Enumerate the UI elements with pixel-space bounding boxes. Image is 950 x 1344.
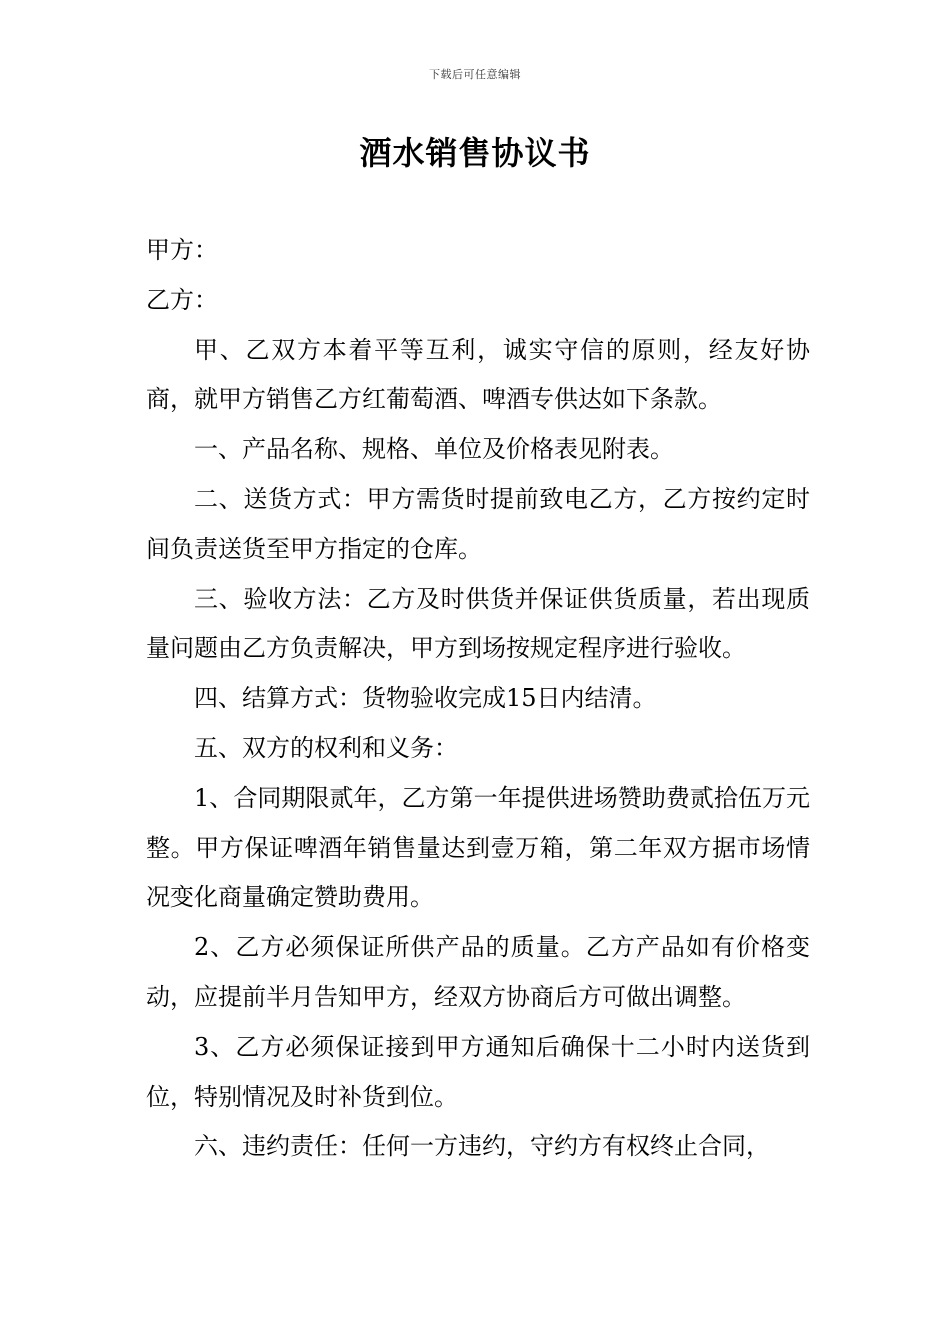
header-note: 下载后可任意编辑 [429,68,521,81]
clause-5-item-1: 1、合同期限贰年，乙方第一年提供进场赞助费贰拾伍万元整。甲方保证啤酒年销售量达到壹万箱，第二年双方据市场情况变化商量确定赞助费用。 [146,783,810,912]
clause-5-item-3: 3、乙方必须保证接到甲方通知后确保十二小时内送货到位，特别情况及时补货到位。 [146,1032,810,1111]
document-title: 酒水销售协议书 [359,134,591,172]
clause-2-delivery: 二、送货方式：甲方需货时提前致电乙方，乙方按约定时间负责送货至甲方指定的仓库。 [146,484,810,563]
intro-paragraph: 甲、乙双方本着平等互利，诚实守信的原则，经友好协商，就甲方销售乙方红葡萄酒、啤酒专供达如下条款。 [146,335,810,414]
clause-5-rights: 五、双方的权利和义务： [194,733,458,762]
clause-6-breach: 六、违约责任：任何一方违约，守约方有权终止合同， [194,1132,770,1161]
clause-5-item-2: 2、乙方必须保证所供产品的质量。乙方产品如有价格变动，应提前半月告知甲方，经双方协商后方可做出调整。 [146,933,810,1011]
party-a-line: 甲方： [146,236,218,264]
party-b-line: 乙方： [146,285,218,314]
clause-4-settlement: 四、结算方式：货物验收完成15日内结清。 [194,684,657,713]
document-body [146,226,810,1172]
clause-3-inspection: 三、验收方法：乙方及时供货并保证供货质量，若出现质量问题由乙方负责解决，甲方到场按规定程序进行验收。 [146,584,810,663]
clause-1-product: 一、产品名称、规格、单位及价格表见附表。 [194,435,674,464]
